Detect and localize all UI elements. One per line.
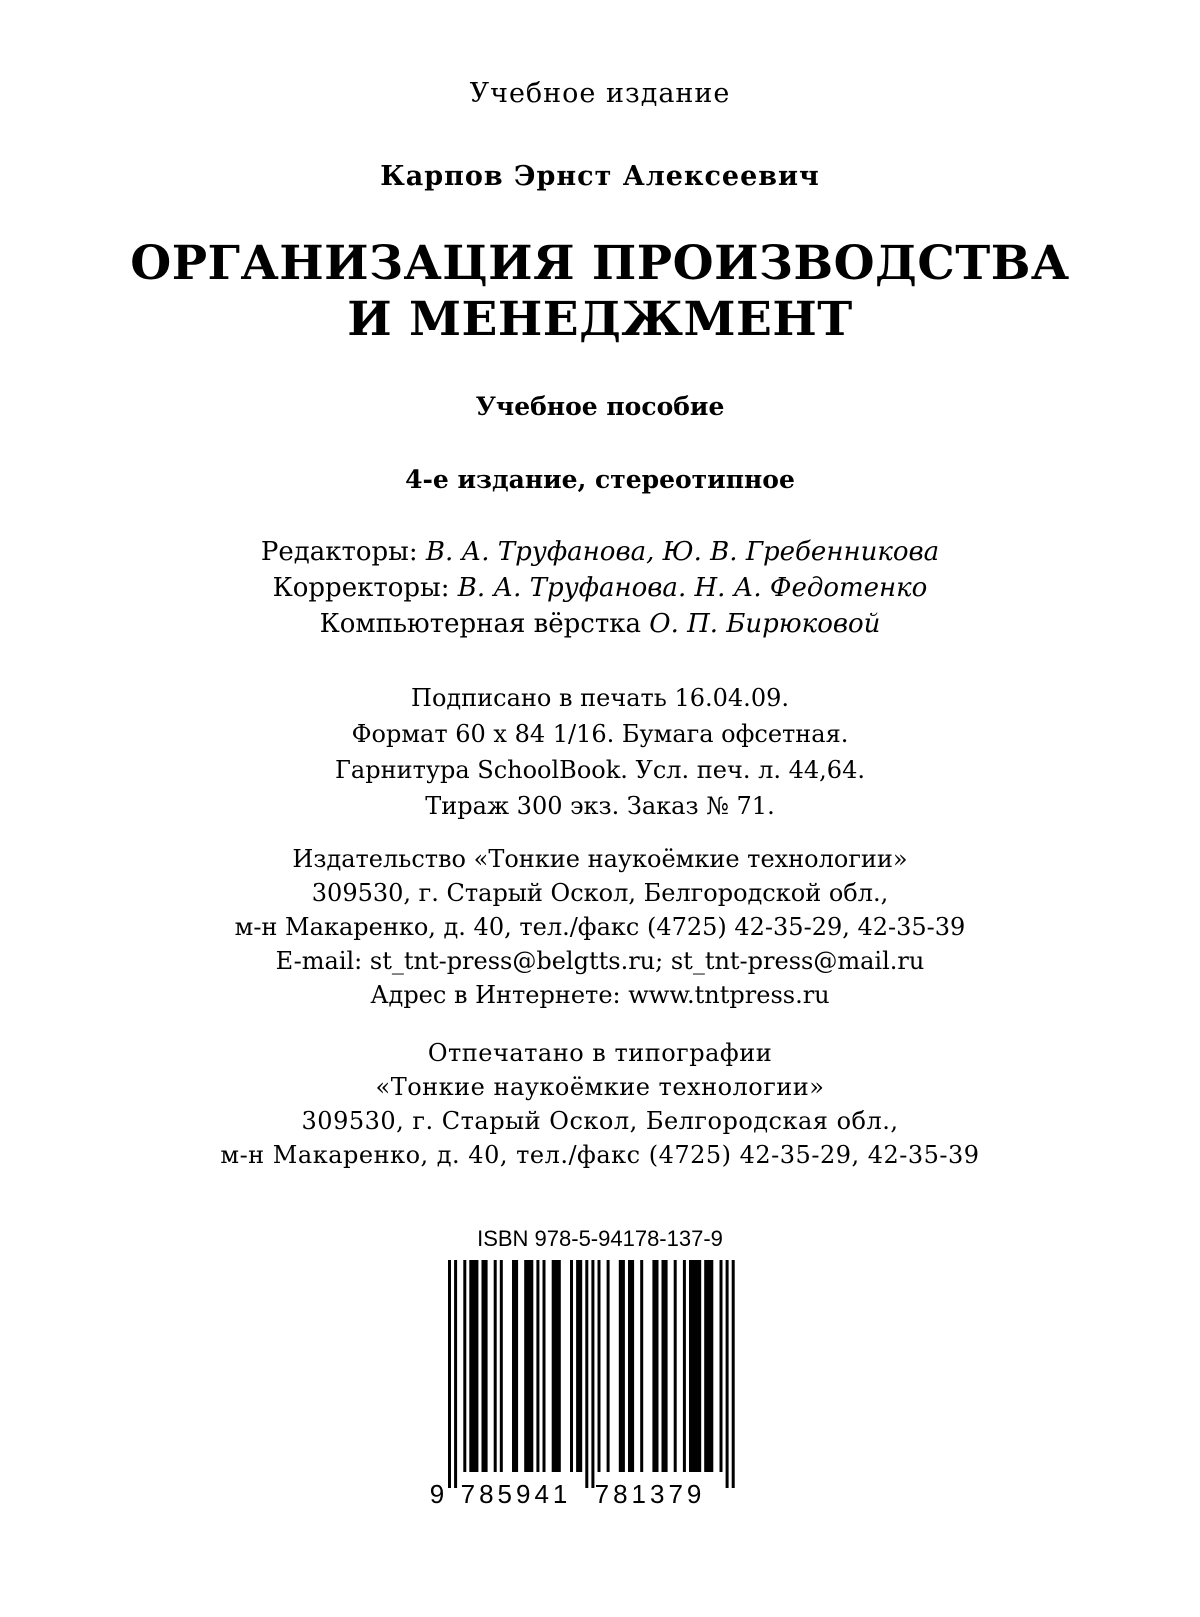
printer-line: м-н Макаренко, д. 40, тел./факс (4725) 42-35-29, 42-35-39 (220, 1141, 980, 1169)
title-line-1: ОРГАНИЗАЦИЯ ПРОИЗВОДСТВА (130, 236, 1070, 291)
barcode-bar (619, 1260, 625, 1472)
barcode-bar (607, 1260, 610, 1472)
publisher-line: Адрес в Интернете: www.tntpress.ru (370, 981, 830, 1009)
printing-info (0, 680, 1200, 824)
series-label: Учебное издание (469, 78, 731, 109)
barcode-bar (704, 1260, 713, 1472)
printing-line: Тираж 300 экз. Заказ № 71. (425, 792, 775, 820)
barcode-bar (689, 1260, 701, 1472)
barcode-bar (652, 1260, 658, 1472)
barcode-bar (683, 1260, 686, 1472)
barcode-bar (463, 1260, 466, 1472)
barcode-bar (640, 1260, 643, 1472)
barcode-right-digits: 781379 (594, 1479, 706, 1509)
barcode-bar (576, 1260, 582, 1472)
barcode-bar (482, 1260, 488, 1472)
barcode-first-digit: 9 (430, 1479, 445, 1509)
barcode-bar (598, 1260, 601, 1472)
printer-line: 309530, г. Старый Оскол, Белгородская обл., (301, 1107, 899, 1135)
printer-line: «Тонкие наукоёмкие технологии» (375, 1073, 825, 1101)
proofreaders-names: В. А. Труфанова. Н. А. Федотенко (457, 573, 928, 603)
barcode-bar (585, 1260, 588, 1488)
barcode-bar (720, 1260, 723, 1472)
edition-note: 4-е издание, стереотипное (405, 465, 795, 494)
barcode-bar (674, 1260, 677, 1472)
publisher-line: E-mail: st_tnt-press@belgtts.ru; st_tnt-press@mail.ru (275, 947, 925, 975)
printing-line: Гарнитура SchoolBook. Усл. печ. л. 44,64. (335, 756, 865, 784)
barcode-bar (628, 1260, 634, 1472)
barcode-bar (494, 1260, 497, 1472)
publisher-line: 309530, г. Старый Оскол, Белгородской обл., (311, 879, 889, 907)
publisher-line: Издательство «Тонкие наукоёмкие технологии» (292, 845, 908, 873)
layout-label: Компьютерная вёрстка (319, 609, 650, 639)
printer-line: Отпечатано в типографии (427, 1039, 773, 1067)
proofreaders-label: Корректоры: (272, 573, 458, 603)
barcode-left-digits: 785941 (460, 1479, 572, 1509)
credits-block (0, 534, 1200, 642)
printing-line: Формат 60 х 84 1/16. Бумага офсетная. (351, 720, 849, 748)
barcode-bar (552, 1260, 561, 1472)
isbn-label: ISBN 978-5-94178-137-9 (477, 1226, 723, 1251)
barcode-bar (726, 1260, 729, 1488)
editors-names: В. А. Труфанова, Ю. В. Гребенникова (425, 537, 940, 567)
printing-line: Подписано в печать 16.04.09. (411, 684, 789, 712)
barcode-bar (591, 1260, 594, 1488)
barcode-bar (469, 1260, 478, 1472)
barcode-bar (512, 1260, 518, 1472)
barcode-bar (662, 1260, 668, 1472)
book-title (0, 236, 1200, 348)
editors-line (0, 534, 1200, 570)
publisher-line: м-н Макаренко, д. 40, тел./факс (4725) 42-35-29, 42-35-39 (234, 913, 966, 941)
author-name: Карпов Эрнст Алексеевич (380, 161, 820, 192)
title-line-2: И МЕНЕДЖМЕНТ (347, 292, 853, 347)
barcode-bar (524, 1260, 533, 1472)
barcode-bar (448, 1260, 451, 1488)
proofreaders-line (0, 570, 1200, 606)
publisher-info (0, 842, 1200, 1012)
isbn-barcode (430, 1260, 750, 1510)
book-type: Учебное пособие (475, 392, 725, 421)
printer-info (0, 1036, 1200, 1172)
layout-name: О. П. Бирюковой (649, 609, 881, 639)
barcode-bar (570, 1260, 573, 1472)
barcode-bar (536, 1260, 539, 1472)
barcode-bar (732, 1260, 735, 1488)
editors-label: Редакторы: (260, 537, 426, 567)
barcode-bar (454, 1260, 457, 1488)
layout-line (0, 606, 1200, 642)
barcode-bar (500, 1260, 503, 1472)
barcode-bar (543, 1260, 546, 1472)
barcode-bars (448, 1260, 735, 1488)
